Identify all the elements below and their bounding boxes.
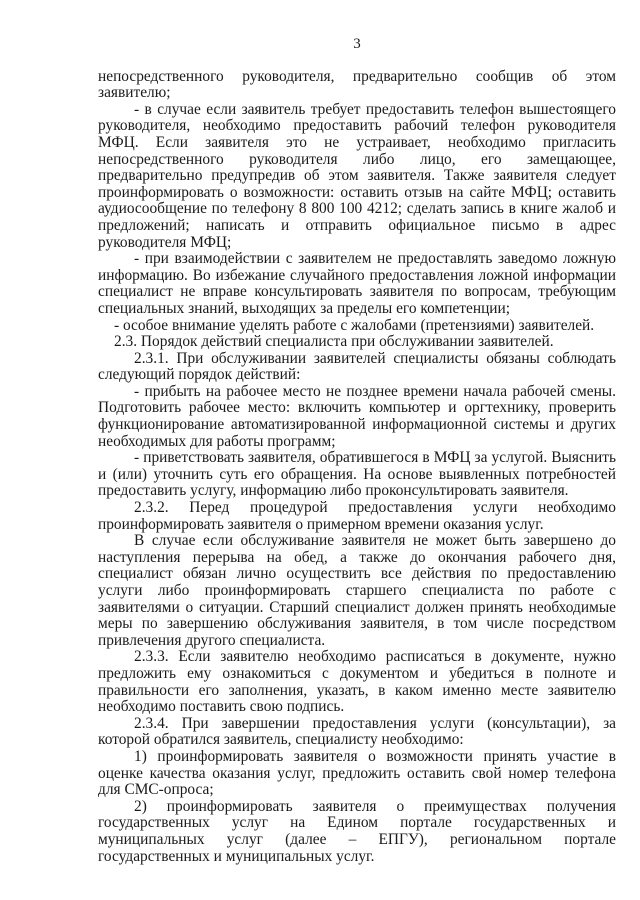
section-heading-2-3: 2.3. Порядок действий специалиста при обслуживании заявителей. xyxy=(114,333,554,351)
paragraph-lunch-break: В случае если обслуживание заявителя не может быть завершено до наступления перерыва на обед, а также до окончания рабочего дня, специалист обязан лично осуществить все действия по предоставлению услуги либо проинформировать старшего специалиста по работе с заявителями о ситуации. Старший специалист должен принять необходимые меры по завершению обслуживания заявителя, в том числе посредством привлечения другого специалиста. xyxy=(98,532,616,649)
list-item-2: 2) проинформировать заявителя о преимуществах получения государственных услуг на Едином портале государственных и муниципальных услуг (далее – ЕПГУ), региональном портале государственных и муниципальных услуг. xyxy=(98,797,616,865)
paragraph-2-3-1: 2.3.1. При обслуживании заявителей специалисты обязаны соблюдать следующий порядок действий: xyxy=(98,349,616,384)
paragraph-no-false-info: - при взаимодействии с заявителем не предоставлять заведомо ложную информацию. Во избежание случайного предоставления ложной информации специалист не вправе консультировать заявителя по вопросам, требующим специальных знаний, выходящих за пределы его компетенции; xyxy=(98,250,616,317)
paragraph-supervisor-phone: - в случае если заявитель требует предоставить телефон вышестоящего руководителя, необходимо предоставить рабочий телефон руководителя МФЦ. Если заявителя это не устраивает, необходимо пригласить непосредственного руководителя либо лицо, его замещающее, предварительно предупредив об этом заявителя. Также заявителя следует проинформировать о возможности: оставить отзыв на сайте МФЦ; оставить аудиосообщение по телефону 8 800 100 4212; сделать запись в книге жалоб и предложений; написать и отправить официальное письмо в адрес руководителя МФЦ; xyxy=(98,100,616,251)
list-item-1: 1) проинформировать заявителя о возможности принять участие в оценке качества оказания услуг, предложить оставить свой номер телефона для СМС-опроса; xyxy=(98,747,616,799)
paragraph-continuation: непосредственного руководителя, предварительно сообщив об этом заявителю; xyxy=(98,67,616,102)
paragraph-2-3-4: 2.3.4. При завершении предоставления услуги (консультации), за которой обратился заявитель, специалисту необходимо: xyxy=(98,714,616,749)
paragraph-2-3-2: 2.3.2. Перед процедурой предоставления услуги необходимо проинформировать заявителя о примерном времени оказания услуг. xyxy=(98,499,616,533)
paragraph-complaints: - особое внимание уделять работе с жалобами (претензиями) заявителей. xyxy=(114,316,595,334)
page-number: 3 xyxy=(353,36,361,52)
paragraph-greet: - приветствовать заявителя, обратившегося в МФЦ за услугой. Выяснить и (или) уточнить суть его обращения. На основе выявленных потребностей предоставить услугу, информацию либо проконсультировать заявителя. xyxy=(98,449,616,500)
paragraph-workplace: - прибыть на рабочее место не позднее времени начала рабочей смены. Подготовить рабочее место: включить компьютер и оргтехнику, проверить функционирование автоматизированной информационной системы и других необходимых для работы программ; xyxy=(98,382,616,450)
paragraph-2-3-3: 2.3.3. Если заявителю необходимо расписаться в документе, нужно предложить ему ознакомиться с документом и убедиться в полноте и правильности его заполнения, указать, в каком именно месте заявителю необходимо поставить свою подпись. xyxy=(98,648,616,716)
